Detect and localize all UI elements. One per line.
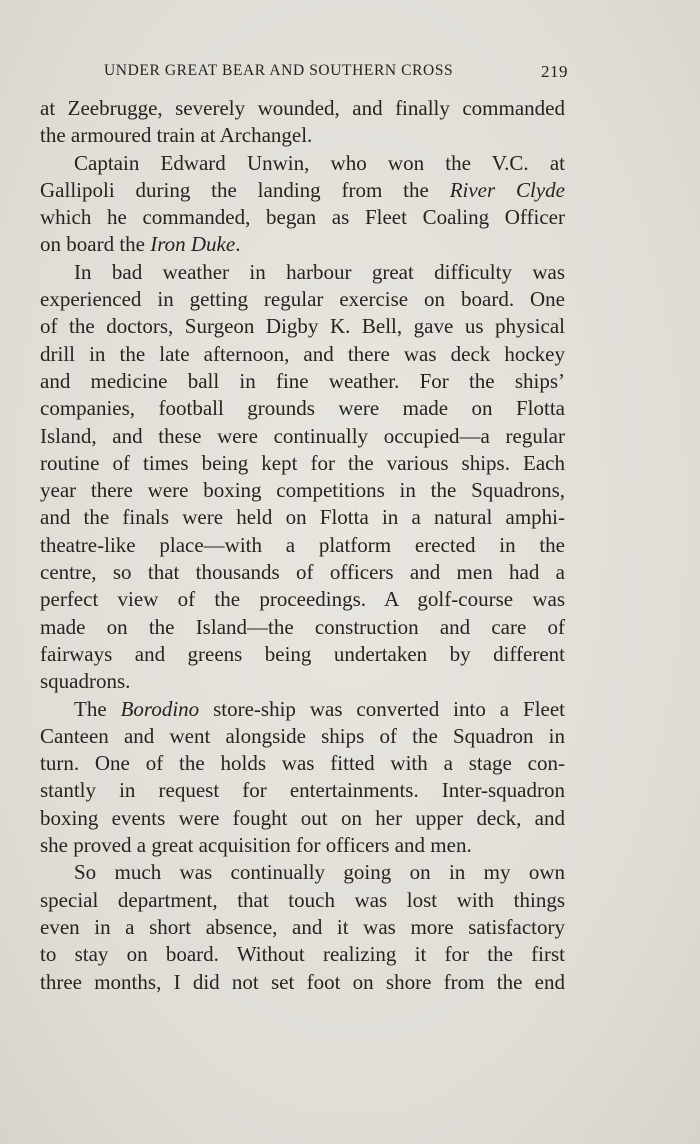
text-line (40, 177, 565, 204)
text-line (40, 641, 565, 668)
text-line (40, 423, 565, 450)
text-line (40, 614, 565, 641)
text-run: to stay on board. Without realizing it for the first (40, 942, 565, 967)
text-run: drill in the late afternoon, and there was deck hockey (40, 341, 565, 366)
page-number: 219 (541, 62, 568, 81)
text-run: which he commanded, began as Fleet Coaling Officer (40, 205, 565, 230)
text-line (40, 859, 565, 886)
text-line (40, 313, 565, 340)
text-line (40, 286, 565, 313)
text-run: three months, I did not set foot on shore from the end (40, 969, 565, 994)
text-line (40, 341, 565, 368)
text-run: special department, that touch was lost with things (40, 887, 565, 912)
text-run: made on the Island—the construction and care of (40, 614, 565, 639)
text-run: squadrons. (40, 669, 131, 694)
text-run: fairways and greens being undertaken by different (40, 641, 565, 666)
text-line (40, 559, 565, 586)
text-line (40, 450, 565, 477)
text-run: . (235, 232, 241, 257)
text-line (40, 504, 565, 531)
text-line (40, 368, 565, 395)
text-run: centre, so that thousands of officers and men had a (40, 560, 565, 585)
text-run: even in a short absence, and it was more satisfactory (40, 914, 565, 939)
italic-text: River Clyde (449, 177, 565, 202)
text-run: Captain Edward Unwin, who won the V.C. at (74, 150, 565, 175)
text-line (40, 805, 565, 832)
text-run: Island, and these were continually occupied—a regular (40, 423, 565, 448)
text-run: Canteen and went alongside ships of the Squadron in (40, 723, 565, 748)
text-line (40, 696, 565, 723)
text-run: experienced in getting regular exercise on board. One (40, 287, 565, 312)
text-line (40, 668, 565, 695)
text-run: at Zeebrugge, severely wounded, and finally commanded (40, 96, 565, 120)
text-run: year there were boxing competitions in the Squadrons, (40, 478, 565, 503)
italic-text: Iron Duke (150, 232, 236, 257)
text-line (40, 122, 565, 149)
text-line (40, 941, 565, 968)
italic-text: Borodino (120, 696, 200, 721)
text-run: The (74, 696, 121, 721)
text-run: So much was continually going on in my own (74, 860, 565, 885)
text-run: she proved a great acquisition for officers and men. (40, 833, 472, 858)
text-run: Gallipoli during the landing from the (40, 177, 450, 202)
body-text (40, 95, 565, 996)
text-line (40, 723, 565, 750)
running-title: UNDER GREAT BEAR AND SOUTHERN CROSS (104, 62, 454, 79)
text-run: companies, football grounds were made on Flotta (40, 396, 565, 421)
text-line (40, 477, 565, 504)
text-run: of the doctors, Surgeon Digby K. Bell, gave us physical (40, 314, 565, 339)
text-run: routine of times being kept for the various ships. Each (40, 450, 565, 475)
text-run: on board the (40, 232, 151, 257)
text-run: turn. One of the holds was fitted with a stage con- (40, 751, 565, 776)
text-run: theatre-like place—with a platform erected in the (40, 532, 565, 557)
text-run: boxing events were fought out on her upper deck, and (40, 805, 565, 830)
text-run: stantly in request for entertainments. Inter-squadron (40, 778, 565, 803)
text-line (40, 259, 565, 286)
text-line (40, 777, 565, 804)
text-line (40, 887, 565, 914)
text-run: and medicine ball in fine weather. For the ships’ (40, 368, 565, 393)
text-line (40, 150, 565, 177)
text-line (40, 969, 565, 996)
text-run: store-ship was converted into a Fleet (199, 696, 565, 721)
running-head (104, 62, 568, 86)
text-run: the armoured train at Archangel. (40, 123, 313, 148)
text-run: and the finals were held on Flotta in a natural amphi- (40, 505, 565, 530)
text-line (40, 750, 565, 777)
text-line (40, 395, 565, 422)
text-line (40, 95, 565, 122)
text-line (40, 532, 565, 559)
text-run: In bad weather in harbour great difficulty was (74, 259, 565, 284)
text-line (40, 586, 565, 613)
text-run: perfect view of the proceedings. A golf-course was (40, 587, 565, 612)
text-line (40, 204, 565, 231)
text-line (40, 231, 565, 258)
text-line (40, 832, 565, 859)
text-line (40, 914, 565, 941)
